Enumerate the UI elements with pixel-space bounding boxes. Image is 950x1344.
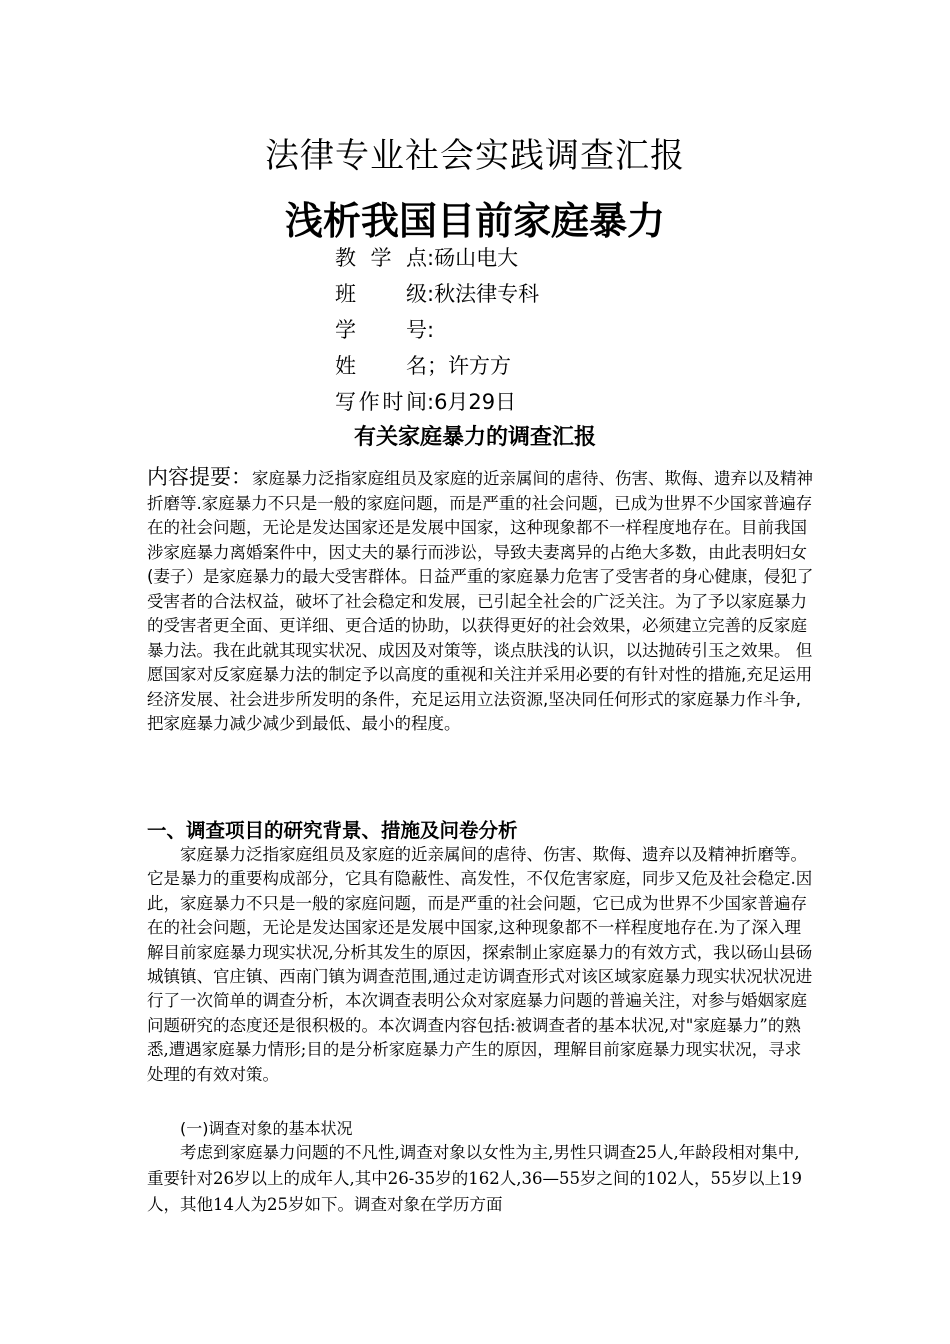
main-title: 法律专业社会实践调查汇报 <box>265 136 685 176</box>
section-body-paragraph: 家庭暴力泛指家庭组员及家庭的近亲属间的虐待、伤害、欺侮、遗弃以及精神折磨等。它是暴力的重要构成部分，它具有隐蔽性、高发性，不仅危害家庭，同步又危及社会稳定.因此，家庭暴力不只是一般的家庭问题，而是严重的社会问题，它已成为世界不少国家普遍存在的社会问题，无论是发达国家还是发展中国家,这种现象都不一样程度地存在.为了深入理解目前家庭暴力现实状况,分析其发生的原因，探索制止家庭暴力的有效方式，我以砀山县砀城镇镇、官庄镇、西南门镇为调查范围,通过走访调查形式对该区域家庭暴力现实状况状况进行了一次简单的调查分析，本次调查表明公众对家庭暴力问题的普遍关注，对参与婚姻家庭问题研究的态度还是很积极的。本次调查内容包括:被调查者的基本状况,对"家庭暴力”的熟悉,遭遇家庭暴力情形;目的是分析家庭暴力产生的原因，理解目前家庭暴力现实状况，寻求处理的有效对策。 <box>147 845 813 1084</box>
info-label: 写作时间 <box>335 390 427 414</box>
author-info-block <box>335 240 755 420</box>
abstract-text: 家庭暴力泛指家庭组员及家庭的近亲属间的虐待、伤害、欺侮、遗弃以及精神折磨等.家庭暴力不只是一般的家庭问题，而是严重的社会问题，已成为世界不少国家普遍存在的社会问题，无论是发达国家还是发展中国家，这种现象都不一样程度地存在。目前我国涉家庭暴力离婚案件中，因丈夫的暴行而涉讼，导致夫妻离异的占绝大多数，由此表明妇女(妻子）是家庭暴力的最大受害群体。日益严重的家庭暴力危害了受害者的身心健康，侵犯了受害者的合法权益，破坏了社会稳定和发展，已引起全社会的广泛关注。为了予以家庭暴力的受害者更全面、更详细、更合适的协助，以获得更好的社会效果，必须建立完善的反家庭暴力法。我在此就其现实状况、成因及对策等，谈点肤浅的认识，以达抛砖引玉之效果。 但愿国家对反家庭暴力法的制定予以高度的重视和关注并采用必要的有针对性的措施,充足运用经济发展、社会进步所发明的条件，充足运用立法资源,坚决同任何形式的家庭暴力作斗争,把家庭暴力减少减少到最低、最小的程度。 <box>147 469 814 733</box>
info-row-writing-date <box>335 384 755 420</box>
info-value: :砀山电大 <box>427 246 519 270</box>
info-value: :6月29日 <box>427 390 517 414</box>
info-value: ；许方方 <box>427 354 511 378</box>
info-row-teaching-point <box>335 240 755 276</box>
info-row-name <box>335 348 755 384</box>
info-label: 学号 <box>335 318 427 342</box>
subsection-body-paragraph: 考虑到家庭暴力问题的不凡性,调查对象以女性为主,男性只调查25人,年龄段相对集中,重要针对26岁以上的成年人,其中26-35岁的162人,36—55岁之间的102人，55岁以上19人，其他14人为25岁如下。调查对象在学历方面 <box>147 1143 803 1214</box>
abstract-paragraph <box>147 465 815 737</box>
report-title: 有关家庭暴力的调查汇报 <box>353 425 596 450</box>
info-label: 教学点 <box>335 246 427 270</box>
info-label: 班级 <box>335 282 427 306</box>
info-value: : <box>427 318 435 342</box>
subsection-heading: (一)调查对象的基本状况 <box>180 1119 353 1138</box>
section-heading: 一、调查项目的研究背景、措施及问卷分析 <box>147 819 518 842</box>
info-row-class <box>335 276 755 312</box>
sub-title: 浅析我国目前家庭暴力 <box>284 199 665 243</box>
info-label: 姓名 <box>335 354 427 378</box>
info-row-student-id <box>335 312 755 348</box>
abstract-label: 内容提要： <box>147 465 252 489</box>
info-value: :秋法律专科 <box>427 282 540 306</box>
